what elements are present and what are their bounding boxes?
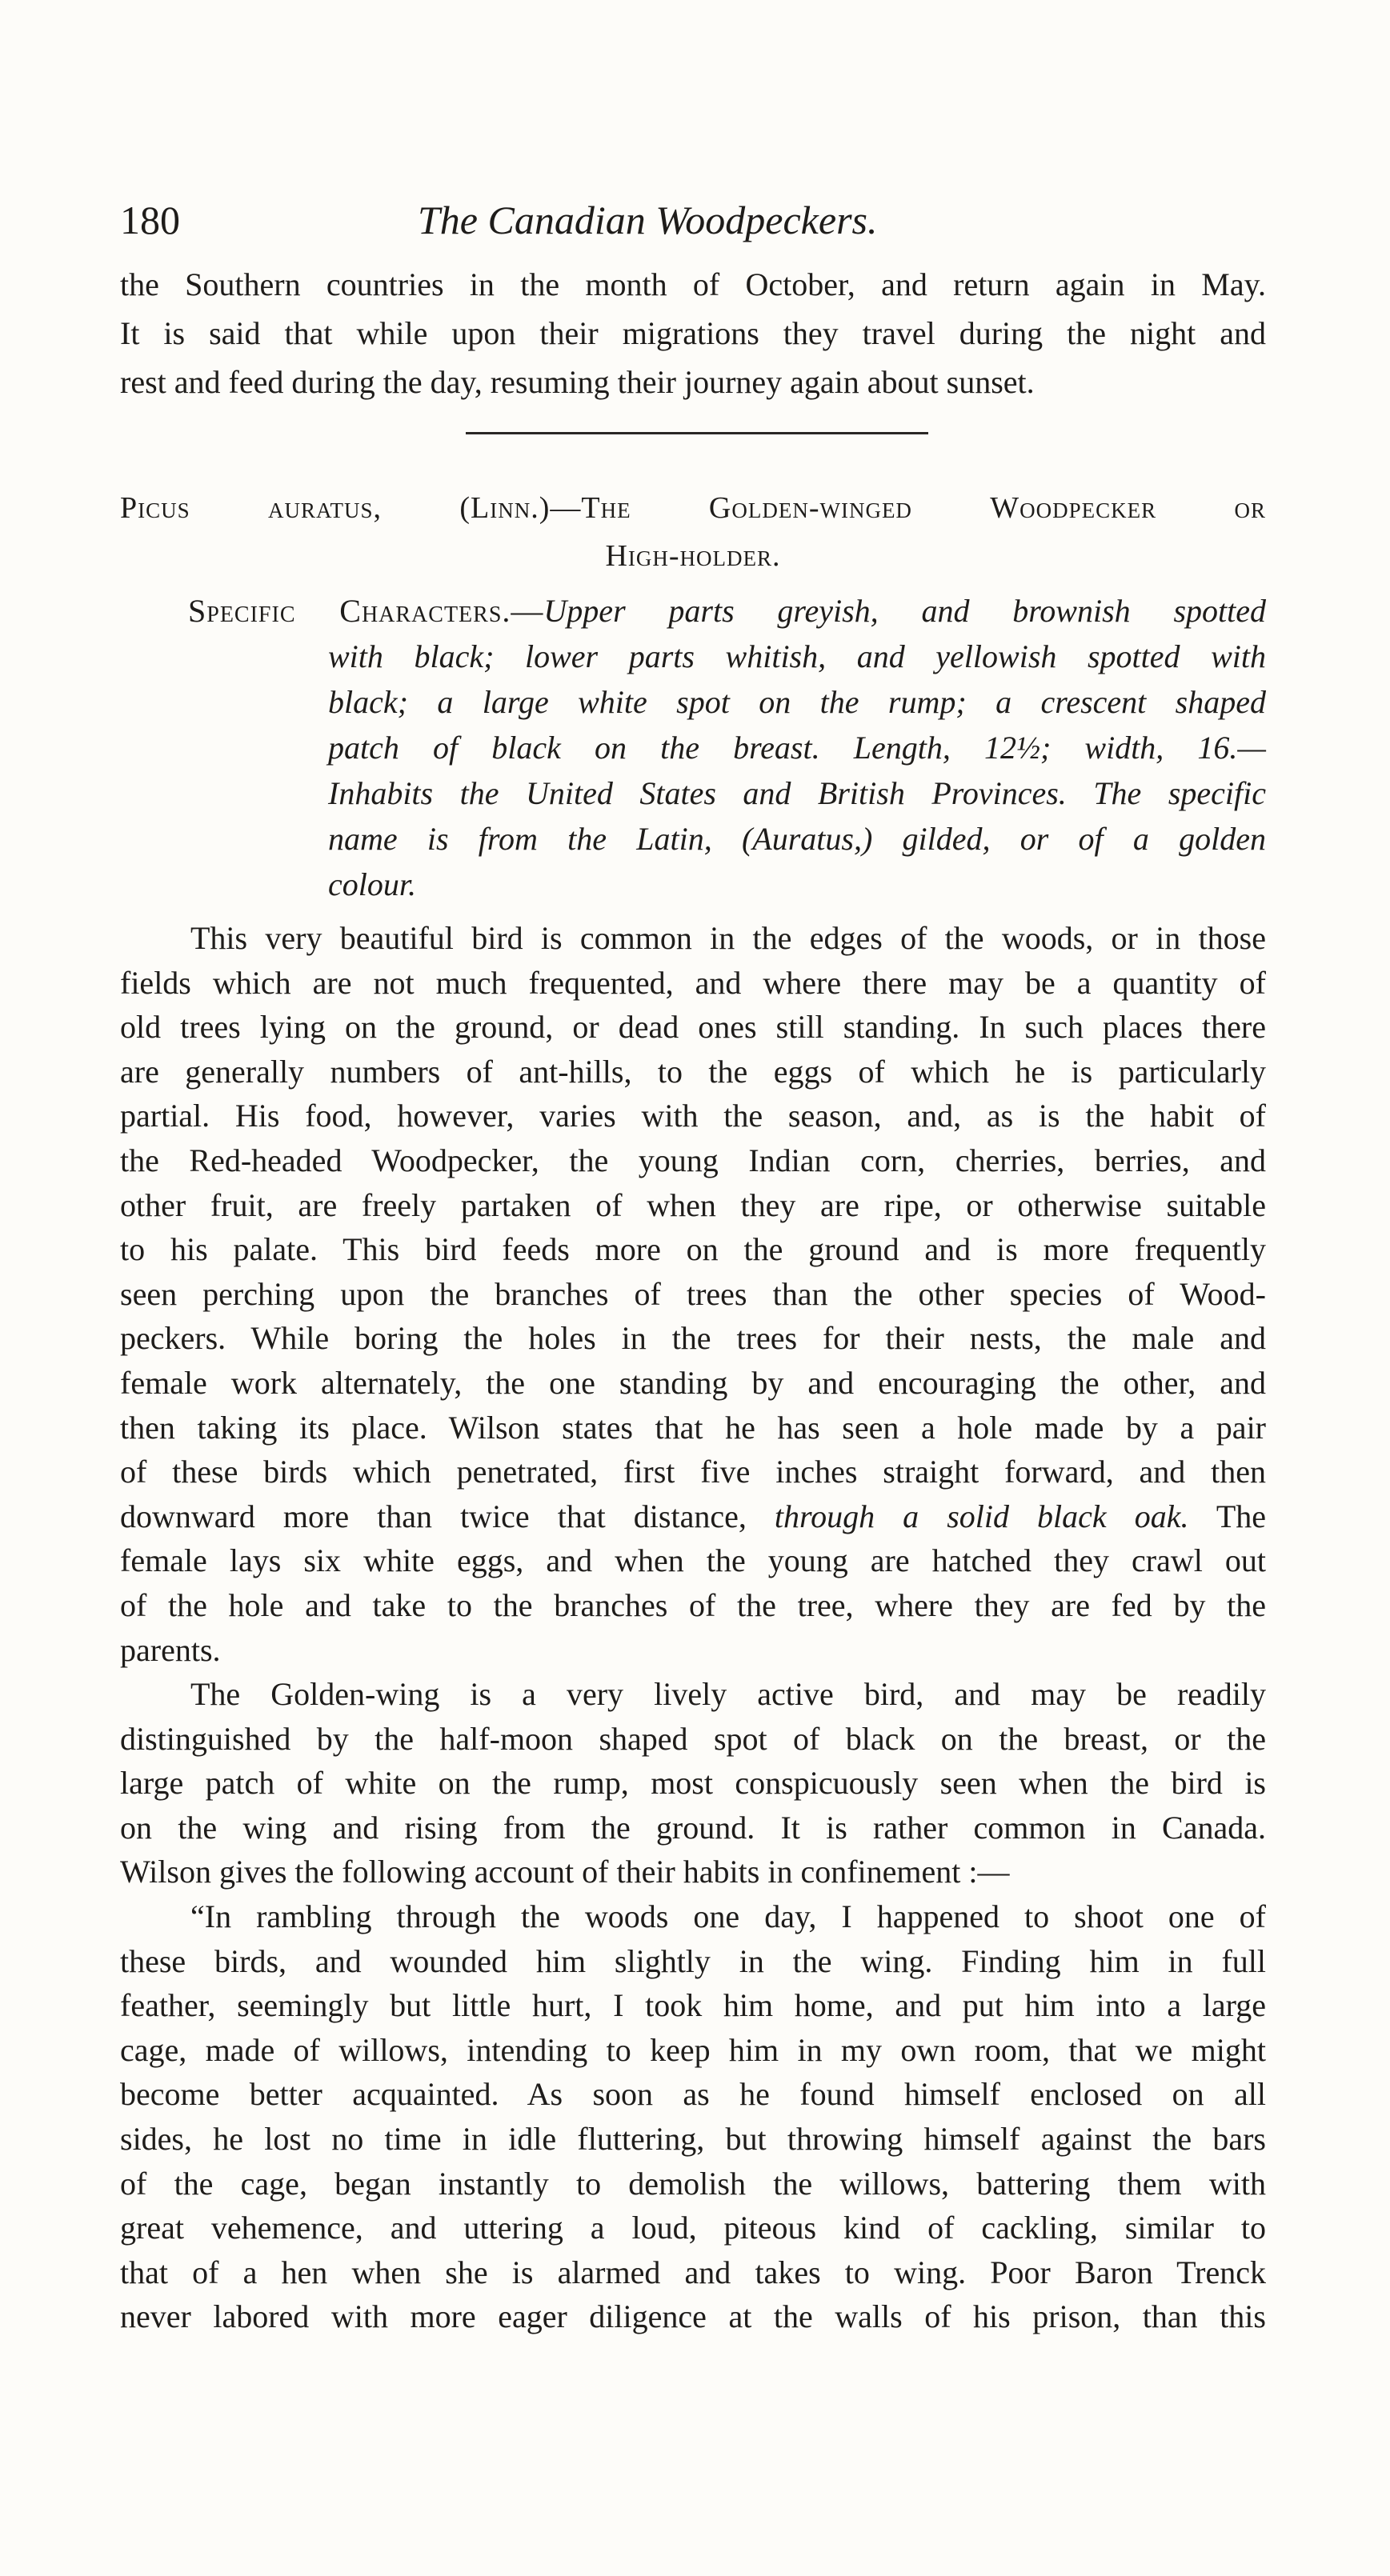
text-line: never labored with more eager diligence at the walls of his prison, than this <box>120 2298 1266 2335</box>
text-segment: The <box>1216 1498 1267 1534</box>
text-line: that of a hen when she is alarmed and takes to wing. Poor Baron Trenck <box>120 2254 1266 2290</box>
specific-label: Specific Characters.— <box>188 593 544 629</box>
running-title: The Canadian Woodpeckers. <box>418 198 878 242</box>
text-line: “In rambling through the woods one day, I happened to shoot one of <box>190 1898 1266 1935</box>
heading-conjunction: or <box>1234 491 1266 525</box>
text-line: This very beautiful bird is common in the edges of the woods, or in those <box>190 920 1266 956</box>
text-line: cage, made of willows, intending to keep him in my own room, that we might <box>120 2031 1266 2068</box>
specific-line: patch of black on the breast. Length, 12½; width, 16.— <box>328 730 1266 766</box>
specific-line: name is from the Latin, (Auratus,) gilded, or of a golden <box>328 821 1266 857</box>
intro-paragraph <box>120 260 1266 406</box>
text-line: peckers. While boring the holes in the trees for their nests, the male and <box>120 1320 1266 1357</box>
text-line: feather, seemingly but little hurt, I took him home, and put him into a large <box>120 1987 1266 2024</box>
text-line: on the wing and rising from the ground. It is rather common in Canada. <box>120 1809 1266 1846</box>
specific-text: Upper parts greyish, and brownish spotted <box>543 593 1266 629</box>
text-line: the Southern countries in the month of October, and return again in May. <box>120 266 1266 302</box>
text-line: fields which are not much frequented, and where there may be a quantity of <box>120 964 1266 1001</box>
text-line: female work alternately, the one standing by and encouraging the other, and <box>120 1364 1266 1401</box>
text-line: these birds, and wounded him slightly in the wing. Finding him in full <box>120 1942 1266 1979</box>
species-name: auratus, <box>267 491 383 525</box>
common-name-part: Woodpecker <box>990 491 1157 525</box>
authority-and-article: (Linn.)—The <box>459 491 631 525</box>
specific-line: with black; lower parts whitish, and yellowish spotted with <box>328 638 1266 674</box>
common-name-part: Golden-winged <box>708 491 912 525</box>
text-line: the Red-headed Woodpecker, the young Indian corn, cherries, berries, and <box>120 1142 1266 1178</box>
text-line: are generally numbers of ant-hills, to the eggs of which he is particularly <box>120 1053 1266 1090</box>
text-line: It is said that while upon their migrations they travel during the night and <box>120 315 1266 351</box>
text-line: other fruit, are freely partaken of when they are ripe, or otherwise suitable <box>120 1186 1266 1223</box>
text-line: seen perching upon the branches of trees than the other species of Wood- <box>120 1275 1266 1312</box>
text-line: parents. <box>120 1631 221 1668</box>
text-line: great vehemence, and uttering a loud, piteous kind of cackling, similar to <box>120 2210 1266 2246</box>
text-line: to his palate. This bird feeds more on the ground and is more frequently <box>120 1231 1266 1268</box>
specific-line: black; a large white spot on the rump; a crescent shaped <box>328 684 1266 720</box>
specific-line: colour. <box>328 866 416 902</box>
text-line: then taking its place. Wilson states that he has seen a hole made by a pair <box>120 1409 1266 1446</box>
alternate-name: High-holder. <box>605 539 781 573</box>
body-text <box>120 916 1266 2339</box>
species-heading <box>120 484 1266 580</box>
text-line: Wilson gives the following account of their habits in confinement :— <box>120 1854 1010 1890</box>
text-line: of the hole and take to the branches of the tree, where they are fed by the <box>120 1586 1266 1623</box>
page-number: 180 <box>120 198 180 242</box>
text-segment: downward more than twice that distance, <box>120 1498 747 1534</box>
text-line: sides, he lost no time in idle fluttering, but throwing himself against the bars <box>120 2121 1266 2158</box>
italic-phrase: through a solid black oak. <box>774 1498 1189 1534</box>
running-head <box>120 192 1266 248</box>
specific-line: Inhabits the United States and British Provinces. The specific <box>328 775 1266 811</box>
specific-characters <box>188 588 1266 907</box>
species-heading-line <box>120 484 1266 532</box>
text-line: of these birds which penetrated, first five inches straight forward, and then <box>120 1454 1266 1490</box>
text-line: female lays six white eggs, and when the young are hatched they crawl out <box>120 1542 1266 1579</box>
text-line: become better acquainted. As soon as he found himself enclosed on all <box>120 2076 1266 2113</box>
text-line: distinguished by the half-moon shaped spot of black on the breast, or the <box>120 1720 1266 1757</box>
text-line: partial. His food, however, varies with the season, and, as is the habit of <box>120 1098 1266 1134</box>
text-line: The Golden-wing is a very lively active bird, and may be readily <box>190 1676 1266 1713</box>
section-divider <box>466 432 928 434</box>
text-line <box>120 1494 1266 1539</box>
text-line: rest and feed during the day, resuming their journey again about sunset. <box>120 364 1035 400</box>
text-line: of the cage, began instantly to demolish the willows, battering them with <box>120 2165 1266 2202</box>
text-line: large patch of white on the rump, most conspicuously seen when the bird is <box>120 1765 1266 1802</box>
genus-name: Picus <box>120 491 190 525</box>
specific-line <box>188 588 1266 634</box>
text-line: old trees lying on the ground, or dead ones still standing. In such places there <box>120 1009 1266 1046</box>
